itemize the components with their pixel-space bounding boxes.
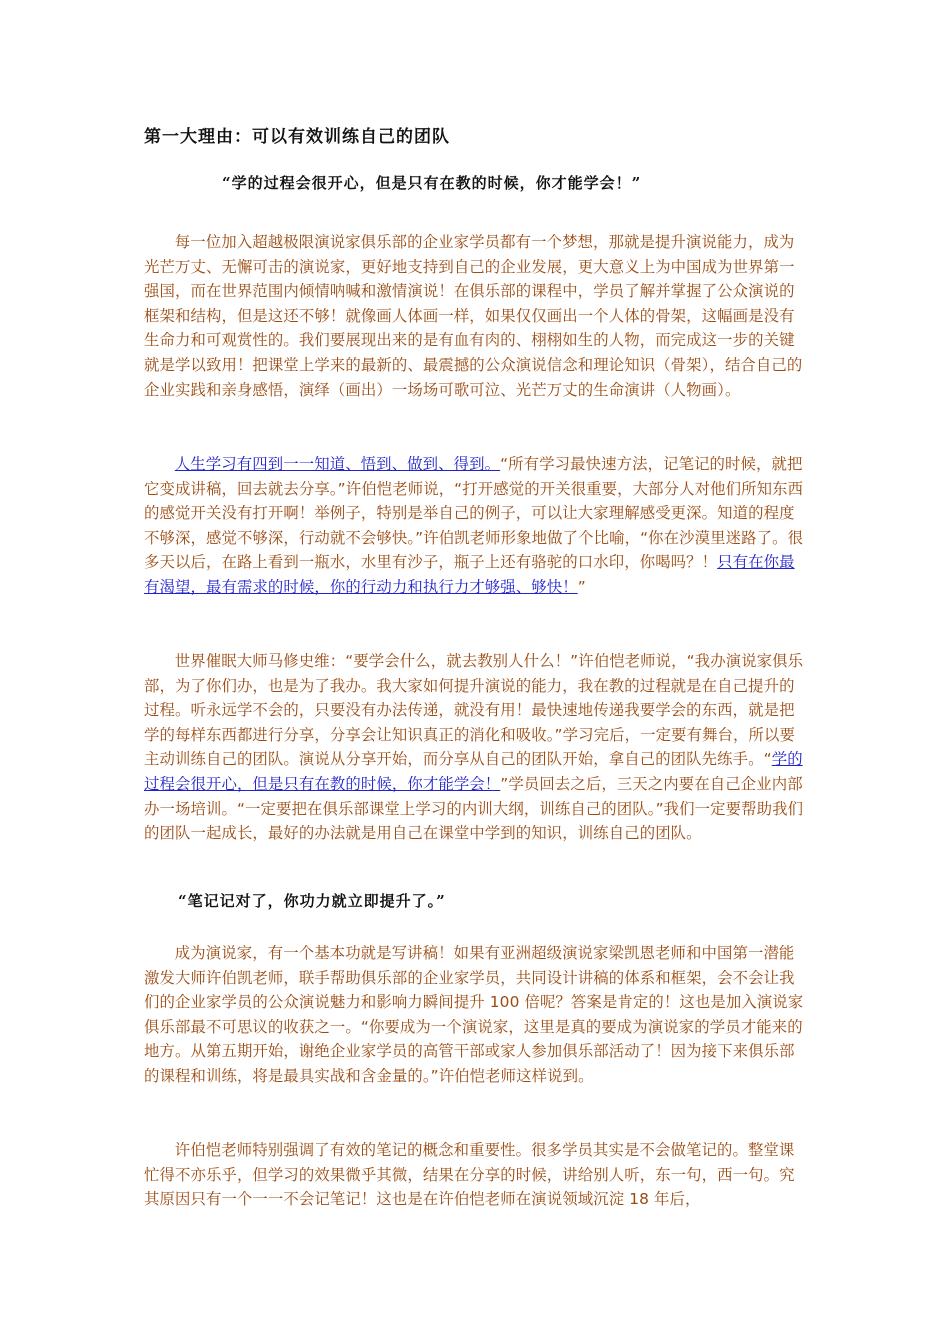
paragraph-four-stages-tail: ” [577, 577, 586, 596]
link-learn-by-teaching[interactable]: 学的过程会很开心，但是只有在教的时候，你才能学会！ [144, 750, 803, 793]
paragraph-note-taking: 许伯恺老师特别强调了有效的笔记的概念和重要性。很多学员其实是不会做笔记的。整堂课忙得不亦乐乎，但学习的效果微乎其微，结果在分享的时候，讲给别人听，东一句，西一句。究其原因只有一个一一不会记笔记！这也是在许伯恺老师在演说领域沉淀 18 年后， [144, 1141, 795, 1209]
pull-quote-notes: “笔记记对了，你功力就立即提升了。” [178, 892, 446, 910]
paragraph-teach-others [144, 649, 804, 846]
pull-quote-learning: “学的过程会很开心，但是只有在教的时候，你才能学会！” [222, 174, 642, 192]
paragraph-four-stages [144, 452, 804, 600]
paragraph-teach-others-text: 世界催眠大师马修史维：“要学会什么，就去教别人什么！”许伯恺老师说，“我办演说家俱乐部，为了你们办，也是为了我办。我大家如何提升演说的能力，我在教的过程就是在自己提升的过程。听永远学不会的，只要没有办法传递，就没有用！最快速地传递我要学会的东西，就是把学的每样东西都进行分享，分享会让知识真正的消化和吸收。”学习完后，一定要有舞台，所以要主动训练自己的团队。演说从分享开始，而分享从自己的团队开始，拿自己的团队先练手。“ [144, 652, 804, 769]
link-four-stages[interactable]: 人生学习有四到一一知道、悟到、做到、得到。 [174, 455, 501, 473]
paragraph-intro: 每一位加入超越极限演说家俱乐部的企业家学员都有一个梦想，那就是提升演说能力，成为光芒万丈、无懈可击的演说家，更好地支持到自己的企业发展，更大意义上为中国成为世界第一强国，而在世界范围内倾情呐喊和激情演说！在俱乐部的课程中，学员了解并掌握了公众演说的框架和结构，但是这还不够！就像画人体画一样，如果仅仅画出一个人体的骨架，这幅画是没有生命力和可观赏性的。我们要展现出来的是有血有肉的、栩栩如生的人物，而完成这一步的关键就是学以致用！把课堂上学来的最新的、最震撼的公众演说信念和理论知识（骨架），结合自己的企业实践和亲身感悟，演绎（画出）一场场可歌可泣、光芒万丈的生命演讲（人物画）。 [144, 233, 803, 399]
link-action-power[interactable]: 只有在你最有渴望，最有需求的时候，你的行动力和执行力才够强、够快！ [144, 553, 795, 596]
section-heading: 第一大理由：可以有效训练自己的团队 [144, 127, 450, 147]
paragraph-speech-writing: 成为演说家，有一个基本功就是写讲稿！如果有亚洲超级演说家梁凯恩老师和中国第一潜能激发大师许伯凯老师，联手帮助俱乐部的企业家学员，共同设计讲稿的体系和框架，会不会让我们的企业家学员的公众演说魅力和影响力瞬间提升 100 倍呢？答案是肯定的！这也是加入演说家俱乐部最不可思议的收获之一。“你要成为一个演说家，这里是真的要成为演说家的学员才能来的地方。从第五期开始，谢绝企业家学员的高管干部或家人参加俱乐部活动了！因为接下来俱乐部的课程和训练，将是最具实战和含金量的。”许伯恺老师这样说到。 [144, 944, 804, 1085]
paragraph-teach-others-tail: ”学员回去之后，三天之内要在自己企业内部办一场培训。“一定要把在俱乐部课堂上学习的内训大纲，训练自己的团队。”我们一定要帮助我们的团队一起成长，最好的办法就是用自己在课堂中学到的知识，训练自己的团队。 [144, 774, 804, 843]
paragraph-four-stages-text: “所有学习最快速方法，记笔记的时候，就把它变成讲稿，回去就去分享。”许伯恺老师说，“打开感觉的开关很重要，大部分人对他们所知东西的感觉开关没有打开啊！举例子，特别是举自己的例子，可以让大家理解感受更深。知道的程度不够深，感觉不够深，行动就不会够快。”许伯凯老师形象地做了个比喻，“你在沙漠里迷路了。很多天以后，在路上看到一瓶水，水里有沙子，瓶子上还有骆驼的口水印，你喝吗？！ [144, 455, 804, 572]
